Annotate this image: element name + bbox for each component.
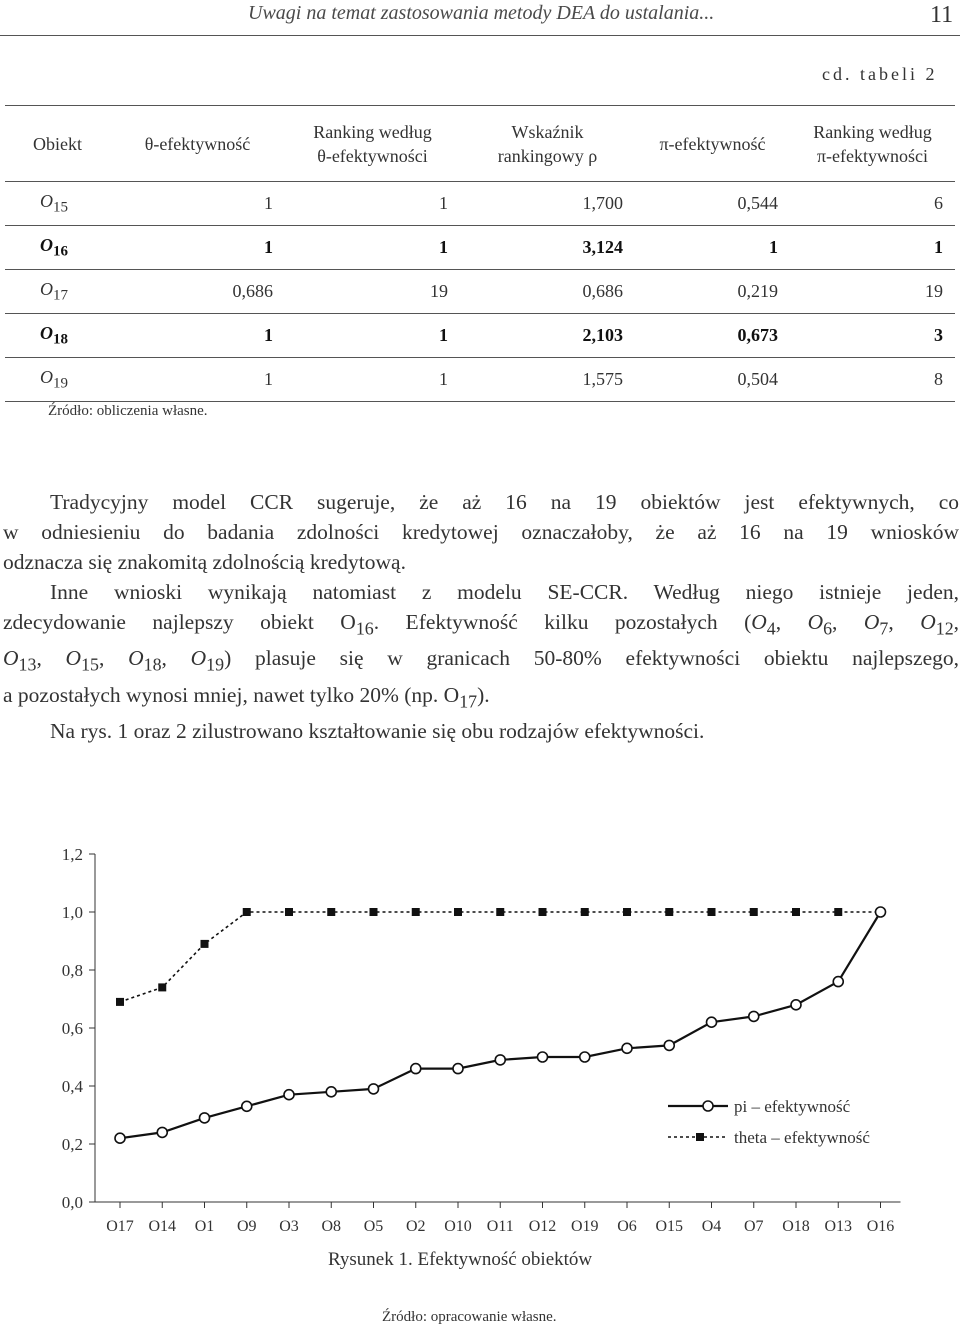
theta-point [623,908,631,916]
object-symbol: O [128,646,144,671]
pi-point [115,1133,125,1143]
pi-point [749,1011,759,1021]
object-symbol: O [3,646,19,671]
cell-rank-theta: 1 [285,314,460,358]
pi-point [326,1087,336,1097]
x-tick-label: O7 [743,1218,764,1235]
x-tick-label: O1 [194,1218,215,1235]
legend-pi-label: pi – efektywność [734,1097,851,1116]
cell-rho: 2,103 [460,314,635,358]
table-row [5,270,955,314]
pi-point [622,1043,632,1053]
subscript: 15 [81,654,99,675]
subscript: 19 [206,654,225,675]
cell-rank-theta: 19 [285,270,460,314]
cell-rho: 3,124 [460,226,635,270]
cell-obiekt [5,226,110,270]
x-tick-label: O13 [824,1218,853,1235]
separator: , [36,646,66,671]
y-tick-label: 0,2 [61,1135,83,1154]
separator: , [953,610,960,634]
cell-theta: 0,686 [110,270,285,314]
theta-point [708,908,716,916]
cell-pi: 0,504 [635,358,790,402]
header-rank-pi-line1: Ranking według [813,121,932,142]
header-obiekt: Obiekt [5,106,110,182]
separator: , [832,610,864,634]
cell-rho: 1,700 [460,182,635,226]
page-number: 11 [930,2,954,28]
x-tick-label: O12 [528,1218,557,1235]
object-index: 19 [53,375,68,392]
object-index: 16 [53,243,68,260]
body-text [3,487,959,746]
table-row [5,314,955,358]
header-rank-theta-line2: θ-efektywności [317,145,428,166]
pi-point [538,1052,548,1062]
pi-point [580,1052,590,1062]
legend-theta-label: theta – efektywność [734,1128,870,1147]
text-span: zdecydowanie najlepszy obiekt O [3,610,356,634]
x-tick-label: O11 [486,1218,514,1235]
theta-point [665,908,673,916]
cell-rank-pi: 3 [790,314,955,358]
theta-point [792,908,800,916]
x-tick-label: O4 [701,1218,722,1235]
cell-obiekt [5,314,110,358]
subscript: 4 [766,618,776,639]
x-tick-label: O15 [655,1218,684,1235]
header-rank-pi [790,106,955,182]
object-symbol: O [920,610,936,634]
theta-point [285,908,293,916]
cell-obiekt [5,182,110,226]
x-tick-label: O2 [405,1218,426,1235]
subscript: 6 [823,618,833,639]
header-rank-theta-line1: Ranking według [313,121,432,142]
running-title: Uwagi na temat zastosowania metody DEA do ustalania... [248,2,715,24]
cell-pi: 0,673 [635,314,790,358]
cell-rank-pi: 6 [790,182,955,226]
paragraph-1-line-3: odznacza się znakomitą zdolnością kredytową. [3,550,406,574]
cell-theta: 1 [110,358,285,402]
paragraph-2-line-4 [3,680,959,716]
object-symbol: O [40,190,53,211]
subscript: 16 [355,618,374,639]
subscript: 7 [879,618,889,639]
object-symbol: O [190,646,207,671]
theta-point [243,908,251,916]
theta-point [750,908,758,916]
theta-point [327,908,335,916]
page-header [0,0,960,38]
cell-rank-theta: 1 [285,226,460,270]
header-pi: π-efektywność [635,106,790,182]
table-row [5,182,955,226]
pi-point [453,1064,463,1074]
theta-series-line [120,912,881,1002]
y-tick-label: 0,6 [61,1019,83,1038]
x-tick-label: O17 [106,1218,134,1235]
paragraph-3: Na rys. 1 oraz 2 zilustrowano kształtowanie się obu rodzajów efektywności. [50,718,705,743]
x-tick-label: O8 [321,1218,342,1235]
cell-theta: 1 [110,226,285,270]
cell-rank-pi: 1 [790,226,955,270]
header-rho [460,106,635,182]
theta-point [158,983,166,991]
text-span: . Efektywność kilku pozostałych ( [373,610,752,634]
theta-point [539,908,547,916]
header-rank-pi-line2: π-efektywności [816,145,929,166]
object-index: 15 [53,199,68,216]
cell-rho: 1,575 [460,358,635,402]
theta-point [116,998,124,1006]
theta-point [581,908,589,916]
pi-point [876,907,886,917]
header-rho-line1: Wskaźnik [511,121,584,142]
x-tick-label: O19 [570,1218,599,1235]
object-symbol: O [751,610,767,634]
x-tick-label: O14 [148,1218,177,1235]
object-index: 17 [53,287,68,304]
object-symbol: O [807,610,824,634]
object-symbol: O [40,322,53,343]
x-tick-label: O6 [617,1218,637,1235]
pi-point [284,1090,294,1100]
y-tick-label: 1,2 [61,845,83,864]
pi-point [157,1127,167,1137]
object-index: 18 [53,331,68,348]
x-tick-label: O9 [236,1218,257,1235]
paragraph-2-line-3 [3,643,959,679]
cell-rank-theta: 1 [285,182,460,226]
pi-point [707,1017,717,1027]
subscript: 18 [143,654,162,675]
efficiency-line-chart [0,760,960,1240]
efficiency-table [5,105,955,402]
cell-rho: 0,686 [460,270,635,314]
object-symbol: O [40,234,53,255]
x-tick-label: O3 [279,1218,299,1235]
pi-point [200,1113,210,1123]
theta-point [412,908,420,916]
y-tick-label: 1,0 [61,903,83,922]
separator: , [161,646,191,671]
table-header-row [5,106,955,182]
theta-point [834,908,842,916]
pi-point [664,1040,674,1050]
header-rule [0,35,960,36]
cell-pi: 0,544 [635,182,790,226]
cell-theta: 1 [110,314,285,358]
header-rho-line2: rankingowy ρ [497,145,598,166]
x-tick-label: O16 [866,1218,895,1235]
pi-point [411,1064,421,1074]
cell-rank-pi: 8 [790,358,955,402]
separator: , [775,610,808,634]
pi-point [242,1101,252,1111]
cell-rank-pi: 19 [790,270,955,314]
separator: , [888,610,921,634]
header-theta: θ-efektywność [110,106,285,182]
object-symbol: O [40,366,53,387]
separator: , [98,646,129,671]
figure-caption: Rysunek 1. Efektywność obiektów [328,1249,593,1270]
object-symbol: O [863,610,880,634]
pi-point [369,1084,379,1094]
text-span: a pozostałych wynosi mniej, nawet tylko 20% (np. O [3,682,460,707]
object-symbol: O [40,278,53,299]
cell-theta: 1 [110,182,285,226]
theta-point [496,908,504,916]
subscript: 17 [459,690,478,711]
cell-pi: 1 [635,226,790,270]
table-source-note: Źródło: obliczenia własne. [48,403,208,419]
x-tick-label: O18 [782,1218,810,1235]
subscript: 12 [935,618,954,639]
theta-point [201,940,209,948]
header-rank-theta [285,106,460,182]
paragraph-2-line-2 [3,607,959,643]
cell-obiekt [5,270,110,314]
pi-point [833,977,843,987]
legend-pi-marker [703,1101,713,1111]
figure-source-note: Źródło: opracowanie własne. [382,1309,557,1325]
pi-point [791,1000,801,1010]
y-tick-label: 0,0 [61,1193,83,1212]
table-caption: cd. tabeli 2 [822,64,938,84]
paragraph-1-line-2: w odniesieniu do badania zdolności kredytowej oznaczałoby, że aż 16 na 19 wniosków [3,520,959,544]
y-tick-label: 0,4 [61,1077,83,1096]
x-tick-label: O10 [444,1218,472,1235]
pi-point [495,1055,505,1065]
text-span: ). [477,682,490,707]
table-row [5,226,955,270]
legend-theta-marker [696,1133,704,1141]
x-tick-label: O5 [363,1218,384,1235]
paragraph-1-line-1: Tradycyjny model CCR sugeruje, że aż 16 na 19 obiektów jest efektywnych, co [50,490,959,514]
table-row [5,358,955,402]
theta-point [454,908,462,916]
paragraph-2-line-1: Inne wnioski wynikają natomiast z modelu SE-CCR. Według niego istnieje jeden, [50,580,959,604]
y-tick-label: 0,8 [61,961,83,980]
subscript: 13 [18,654,37,675]
cell-rank-theta: 1 [285,358,460,402]
cell-pi: 0,219 [635,270,790,314]
text-span: ) plasuje się w granicach 50-80% efektywności obiektu najlepszego, [224,646,959,671]
object-symbol: O [65,646,82,671]
cell-obiekt [5,358,110,402]
theta-point [370,908,378,916]
